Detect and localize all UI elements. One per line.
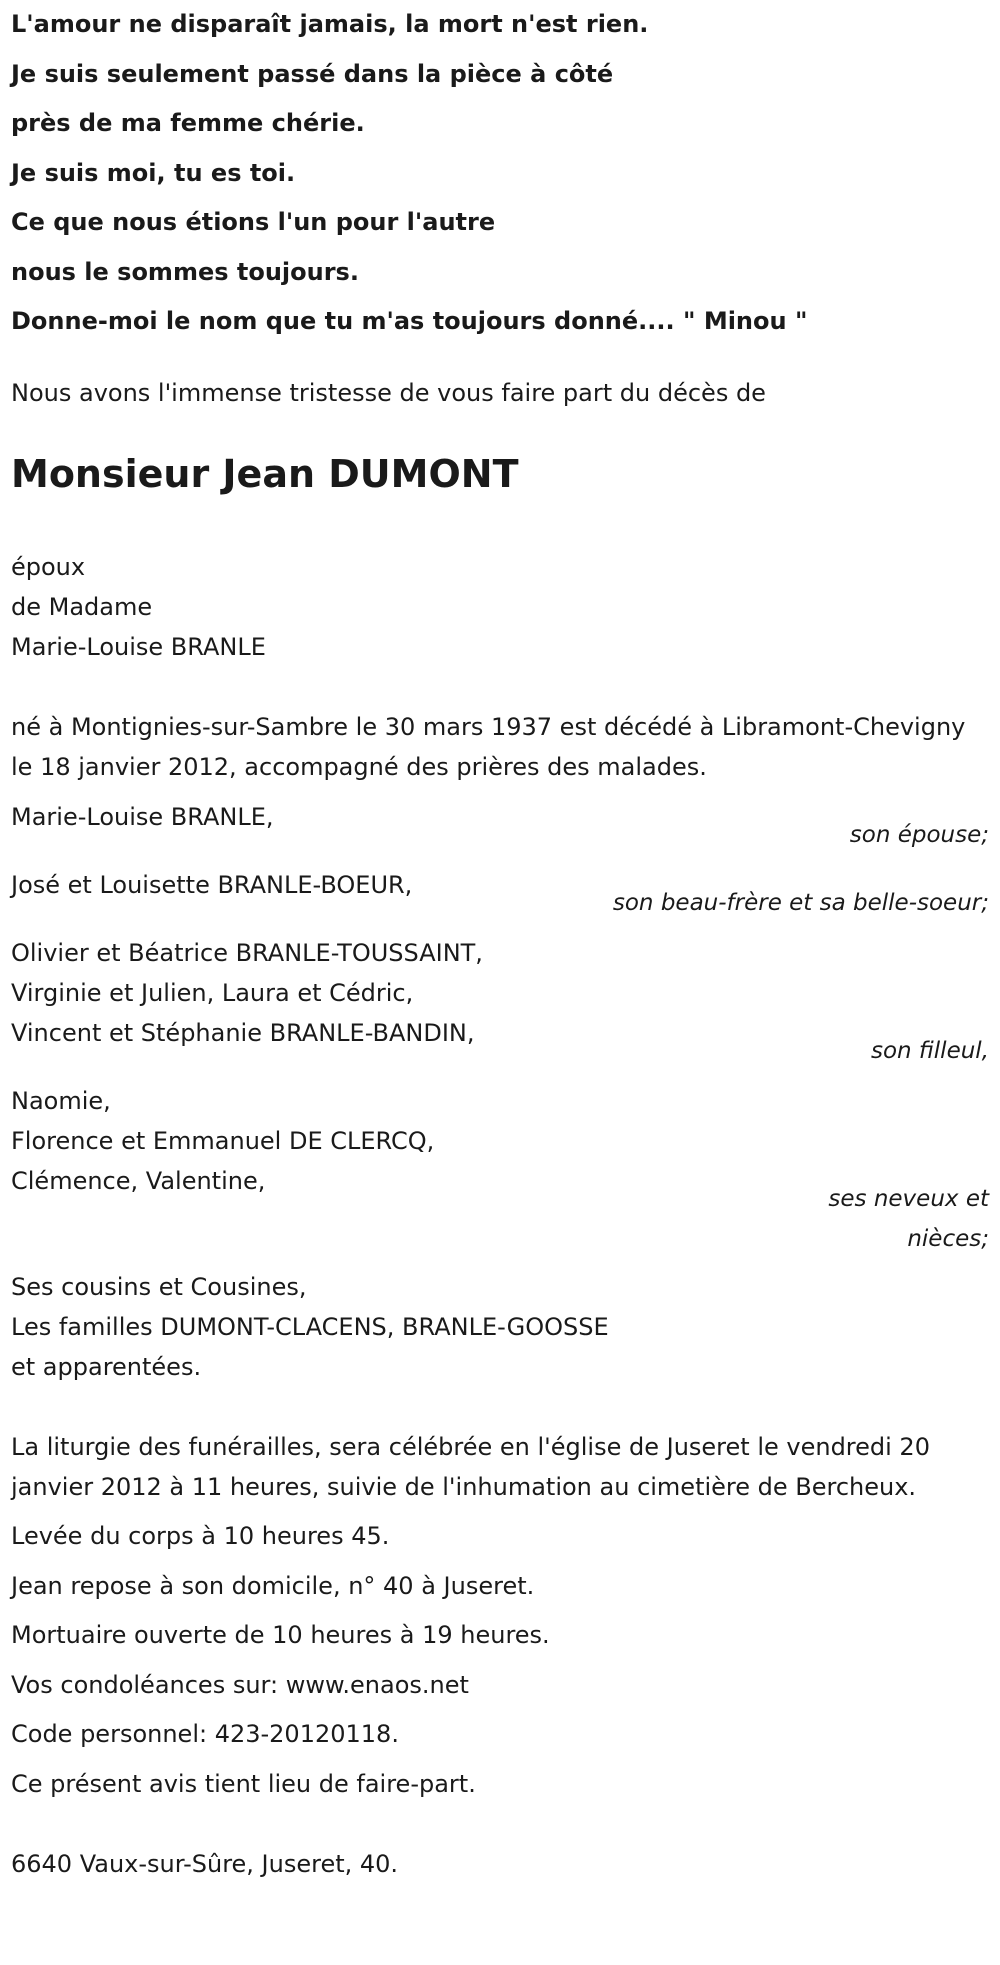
poem-line: Je suis moi, tu es toi. — [11, 158, 296, 187]
info-line: Levée du corps à 10 heures 45. — [11, 1522, 390, 1550]
family-group — [11, 933, 989, 1071]
obituary-content — [11, 0, 989, 1884]
family-name: Marie-Louise BRANLE, — [11, 802, 274, 831]
family-name: Vincent et Stéphanie BRANLE-BANDIN, — [11, 1018, 475, 1047]
cousins-line: et apparentées. — [11, 1352, 202, 1381]
poem-line: nous le sommes toujours. — [11, 257, 359, 286]
family-name: Virginie et Julien, Laura et Cédric, — [11, 978, 414, 1007]
poem-line: Ce que nous étions l'un pour l'autre — [11, 208, 496, 236]
family-name: José et Louisette BRANLE-BOEUR, — [11, 870, 413, 899]
liturgy-text: La liturgie des funérailles, sera célébrée en l'église de Juseret le vendredi 20 janvier 2012 à 11 heures, suivie de l'inhumation au cimetière de Bercheux. — [11, 1432, 930, 1501]
spouse-block — [11, 547, 989, 667]
poem-line: Je suis seulement passé dans la pièce à côté — [11, 59, 614, 88]
family-name: Clémence, Valentine, — [11, 1166, 266, 1195]
family-relation: son beau-frère et sa belle-soeur; — [612, 889, 989, 916]
family-name: Olivier et Béatrice BRANLE-TOUSSAINT, — [11, 938, 483, 967]
deceased-name: Monsieur Jean DUMONT — [11, 451, 519, 496]
poem-line: Donne-moi le nom que tu m'as toujours donné.... " Minou " — [11, 307, 808, 335]
spouse-line: de Madame — [11, 592, 153, 621]
condolences-line: Vos condoléances sur: www.enaos.net — [11, 1670, 469, 1699]
family-relation: ses neveux et nièces; — [828, 1185, 989, 1252]
spouse-line: Marie-Louise BRANLE — [11, 632, 266, 661]
poem — [11, 0, 989, 347]
info-line: Ce présent avis tient lieu de faire-part. — [11, 1769, 476, 1798]
family-group — [11, 797, 989, 855]
info-line: Code personnel: 423-20120118. — [11, 1720, 399, 1748]
intro-text: Nous avons l'immense tristesse de vous faire part du décès de — [11, 378, 766, 407]
family-group — [11, 865, 989, 923]
address: 6640 Vaux-sur-Sûre, Juseret, 40. — [11, 1849, 399, 1878]
birth-death-text: né à Montignies-sur-Sambre le 30 mars 1937 est décédé à Libramont-Chevigny le 18 janvier 2012, accompagné des prières des malades. — [11, 712, 966, 781]
spouse-line: époux — [11, 552, 86, 581]
family-name: Naomie, — [11, 1086, 111, 1115]
family-name: Florence et Emmanuel DE CLERCQ, — [11, 1126, 435, 1155]
family-list — [11, 797, 989, 1259]
cousins-block — [11, 1267, 989, 1387]
family-relation: son filleul, — [870, 1037, 989, 1064]
poem-line: près de ma femme chérie. — [11, 109, 365, 137]
cousins-line: Les familles DUMONT-CLACENS, BRANLE-GOOSSE — [11, 1312, 609, 1341]
info-line: Mortuaire ouverte de 10 heures à 19 heures. — [11, 1621, 550, 1649]
info-line: Jean repose à son domicile, n° 40 à Juseret. — [11, 1571, 535, 1600]
family-relation: son épouse; — [849, 821, 989, 848]
cousins-line: Ses cousins et Cousines, — [11, 1272, 307, 1301]
family-group — [11, 1081, 989, 1259]
poem-line: L'amour ne disparaît jamais, la mort n'est rien. — [11, 10, 649, 38]
